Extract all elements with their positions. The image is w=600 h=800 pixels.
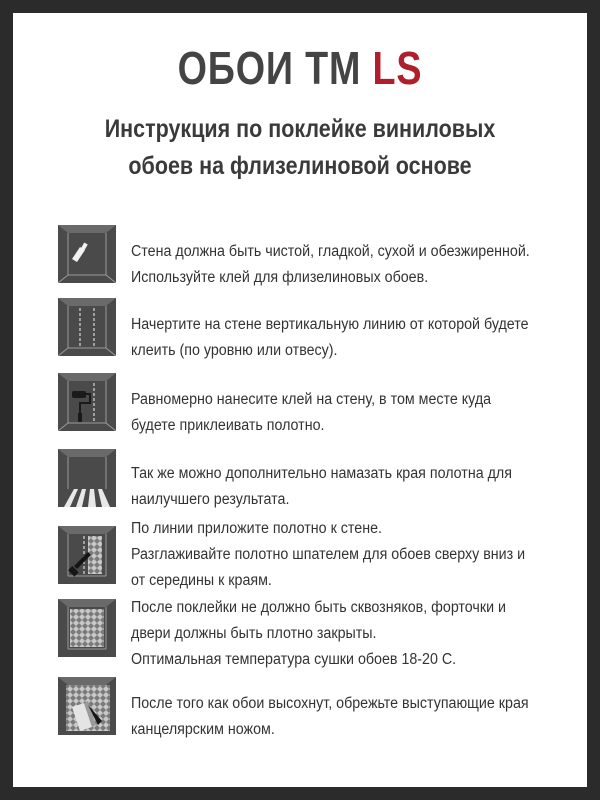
subtitle-line-2: обоев на флизелиновой основе <box>128 152 472 180</box>
brand-prefix: ОБОИ ТМ <box>177 42 373 94</box>
step-3-text <box>131 387 550 439</box>
step-1-line-1: Стена должна быть чистой, гладкой, сухой и обезжиренной. <box>131 243 530 260</box>
step-6-text <box>131 595 550 673</box>
brand-accent: LS <box>372 42 423 94</box>
instruction-sheet <box>13 13 587 787</box>
paint-roller-icon <box>58 373 116 431</box>
step-4-line-1: Так же можно дополнительно намазать края полотна для <box>131 465 512 482</box>
step-4-text <box>131 461 550 513</box>
step-2-line-2: клеить (по уровню или отвесу). <box>131 342 338 359</box>
glue-strip-icon <box>58 449 116 507</box>
step-2-line-1: Начертите на стене вертикальную линию от которой будете <box>131 316 529 333</box>
step-7-line-1: После того как обои высохнут, обрежьте выступающие края <box>131 695 529 712</box>
patterned-wall-icon <box>58 599 116 657</box>
step-3-line-1: Равномерно нанесите клей на стену, в том месте куда <box>131 391 492 408</box>
step-5-line-1: По линии приложите полотно к стене. <box>131 520 382 537</box>
wall-cleaning-icon <box>58 225 116 283</box>
utility-knife-icon <box>58 677 116 735</box>
brand-title <box>65 41 536 95</box>
step-3-line-2: будете приклеивать полотно. <box>131 417 325 434</box>
instruction-subtitle <box>53 111 547 185</box>
vertical-line-icon <box>58 298 116 356</box>
step-5-line-2: Разглаживайте полотно шпателем для обоев сверху вниз и <box>131 546 526 563</box>
step-7-text <box>131 691 550 743</box>
step-1-line-2: Используйте клей для флизелиновых обоев. <box>131 269 429 286</box>
step-5-line-3: от середины к краям. <box>131 572 272 589</box>
step-6-line-1: После поклейки не должно быть сквозняков, форточки и <box>131 599 506 616</box>
step-2-text <box>131 312 550 364</box>
step-6-line-3: Оптимальная температура сушки обоев 18-20 С. <box>131 651 457 668</box>
subtitle-line-1: Инструкция по поклейке виниловых <box>104 115 496 143</box>
step-7-line-2: канцелярским ножом. <box>131 721 275 738</box>
step-4-line-2: наилучшего результата. <box>131 491 290 508</box>
step-1-text <box>131 239 550 291</box>
smoothing-spatula-icon <box>58 526 116 584</box>
step-6-line-2: двери должны быть плотно закрыты. <box>131 625 377 642</box>
step-5-text <box>131 516 550 594</box>
